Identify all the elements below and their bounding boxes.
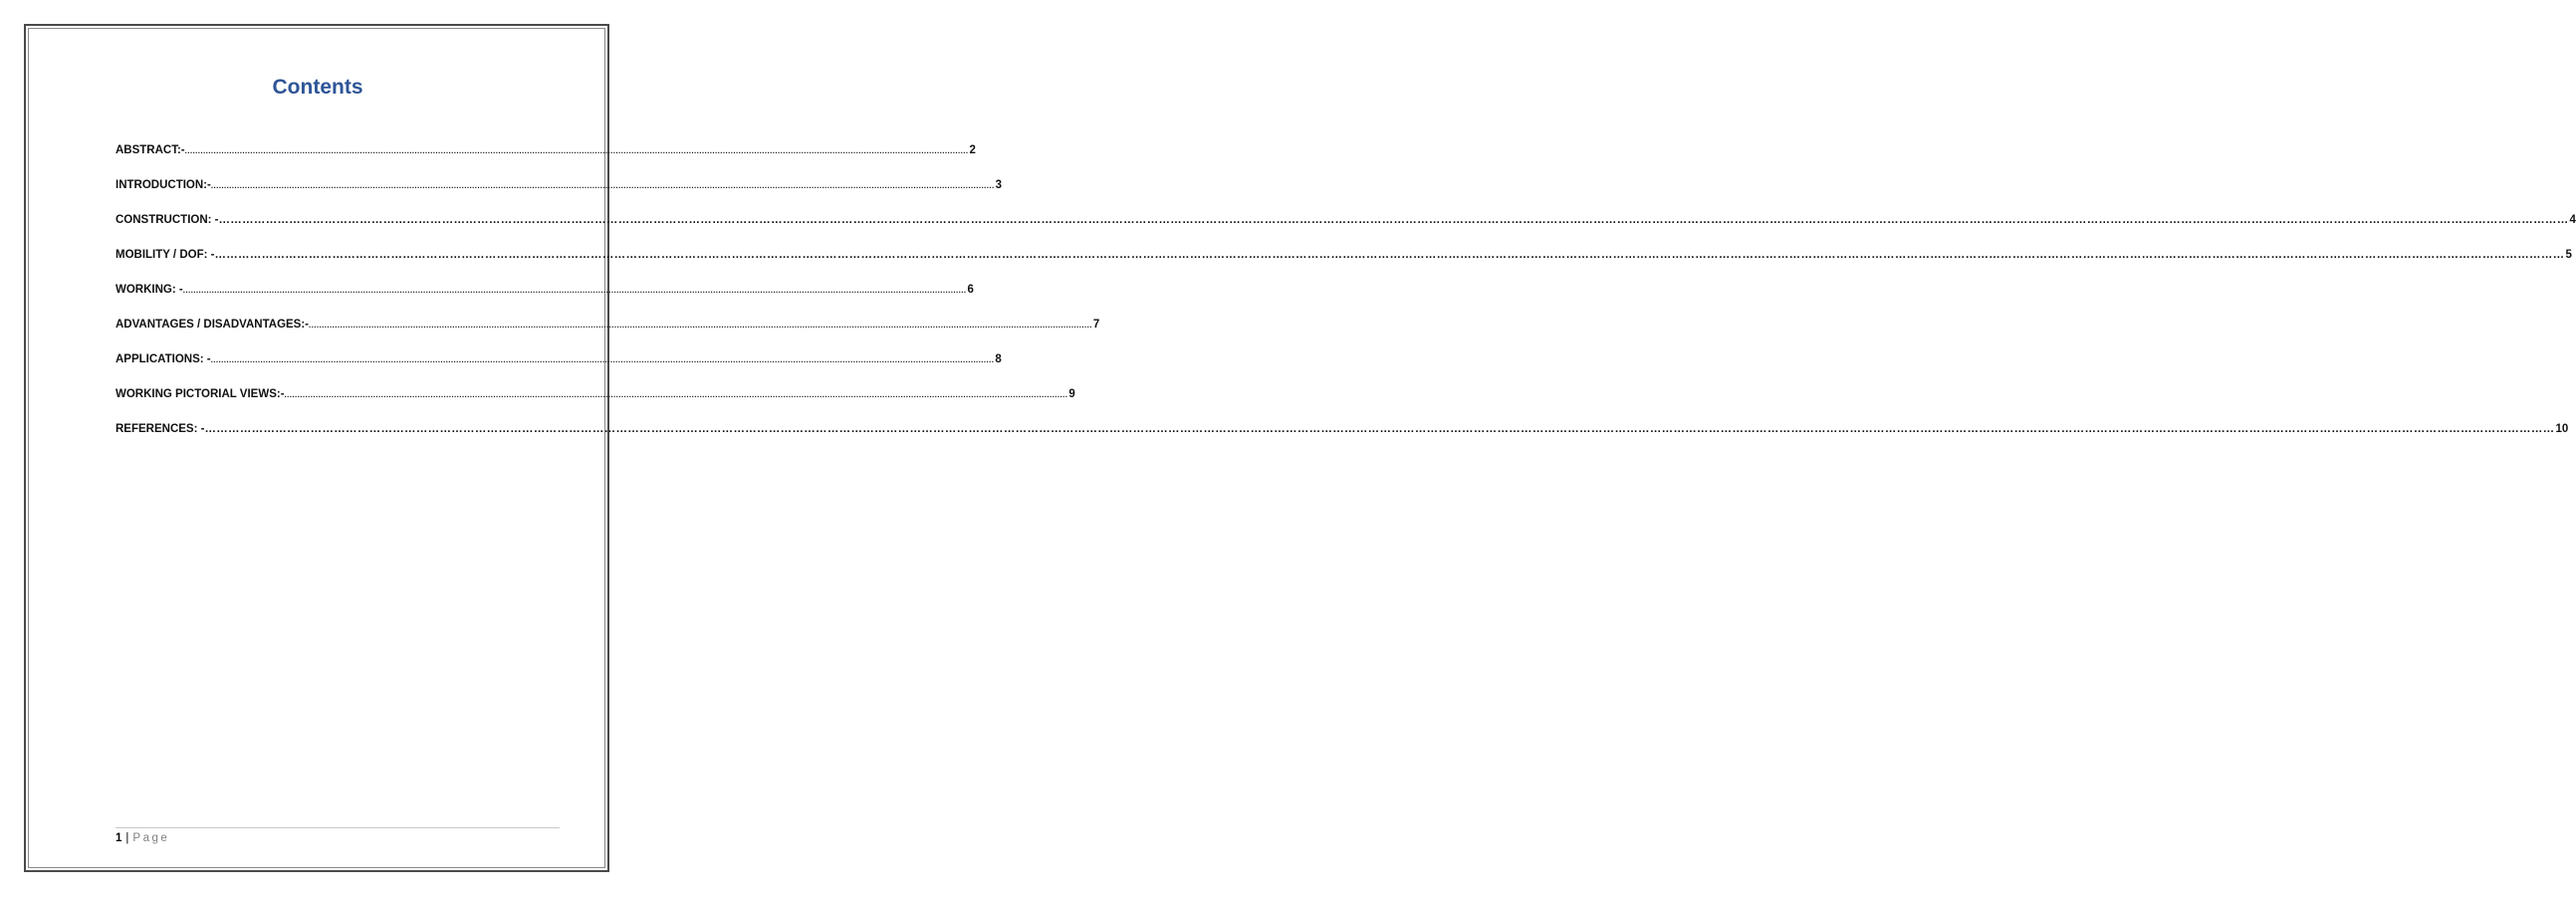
footer-separator: | xyxy=(125,832,129,844)
toc-entry-applications[interactable] xyxy=(116,348,1002,383)
toc-entry-references[interactable] xyxy=(116,418,2569,453)
toc-entry-page: 10 xyxy=(2555,423,2569,435)
toc-entry-page: 3 xyxy=(995,179,1003,191)
toc-entry-label: REFERENCES: - xyxy=(116,423,205,435)
toc-entry-page: 9 xyxy=(1068,388,1075,400)
toc-entry-label: INTRODUCTION:- xyxy=(116,179,211,191)
toc-entry-label: CONSTRUCTION: - xyxy=(116,214,219,226)
toc-entry-construction[interactable] xyxy=(116,209,2576,244)
toc-leader-dots: ............................................................................................................................................................................................................................................................................................................ xyxy=(182,286,967,295)
toc-entry-label: ABSTRACT:- xyxy=(116,144,185,156)
toc-entry-mobility[interactable] xyxy=(116,244,2572,279)
toc-entry-label: APPLICATIONS: - xyxy=(116,353,211,365)
toc-entry-label: WORKING PICTORIAL VIEWS:- xyxy=(116,388,285,400)
toc-leader-dots: ............................................................................................................................................................................................................................................................................................................ xyxy=(309,321,1092,330)
toc-entry-page: 6 xyxy=(967,284,974,296)
footer-page-word: Page xyxy=(132,832,170,844)
contents-title: Contents xyxy=(272,76,363,99)
toc-leader-dots: …………………………………………………………………………………………………………………………………………………………………………………………………………………………………………………………………………………………………………………………………………………………………………………………………………………………………………………………………………………………………………………………………………………… xyxy=(218,214,2569,226)
toc-leader-dots: …………………………………………………………………………………………………………………………………………………………………………………………………………………………………………………………………………………………………………………………………………………………………………………………………………………………………………………………………………………………………………………………………………………… xyxy=(204,423,2555,435)
toc-entry-page: 8 xyxy=(995,353,1002,365)
toc-entry-page: 2 xyxy=(969,144,976,156)
toc-entry-page: 7 xyxy=(1092,319,1100,331)
toc-leader-dots: ............................................................................................................................................................................................................................................................................................................ xyxy=(284,390,1068,399)
toc-entry-page: 4 xyxy=(2569,214,2576,226)
page-footer xyxy=(116,832,169,844)
toc-entry-label: MOBILITY / DOF: - xyxy=(116,249,215,261)
toc-leader-dots: ............................................................................................................................................................................................................................................................................................................ xyxy=(210,181,995,190)
footer-divider xyxy=(116,827,560,828)
table-of-contents xyxy=(116,139,2576,453)
toc-entry-pictorial-views[interactable] xyxy=(116,383,1075,418)
toc-entry-advantages[interactable] xyxy=(116,314,1100,348)
toc-leader-dots: ............................................................................................................................................................................................................................................................................................................ xyxy=(184,146,969,155)
toc-leader-dots: …………………………………………………………………………………………………………………………………………………………………………………………………………………………………………………………………………………………………………………………………………………………………………………………………………………………………………………………………………………………………………………………………………………… xyxy=(214,249,2565,261)
toc-entry-introduction[interactable] xyxy=(116,174,1003,209)
toc-entry-working[interactable] xyxy=(116,279,974,314)
toc-entry-label: WORKING: - xyxy=(116,284,183,296)
toc-entry-page: 5 xyxy=(2565,249,2572,261)
toc-entry-label: ADVANTAGES / DISADVANTAGES:- xyxy=(116,319,310,331)
toc-leader-dots: ............................................................................................................................................................................................................................................................................................................ xyxy=(210,355,995,364)
toc-entry-abstract[interactable] xyxy=(116,139,976,174)
footer-page-number: 1 xyxy=(116,832,122,844)
